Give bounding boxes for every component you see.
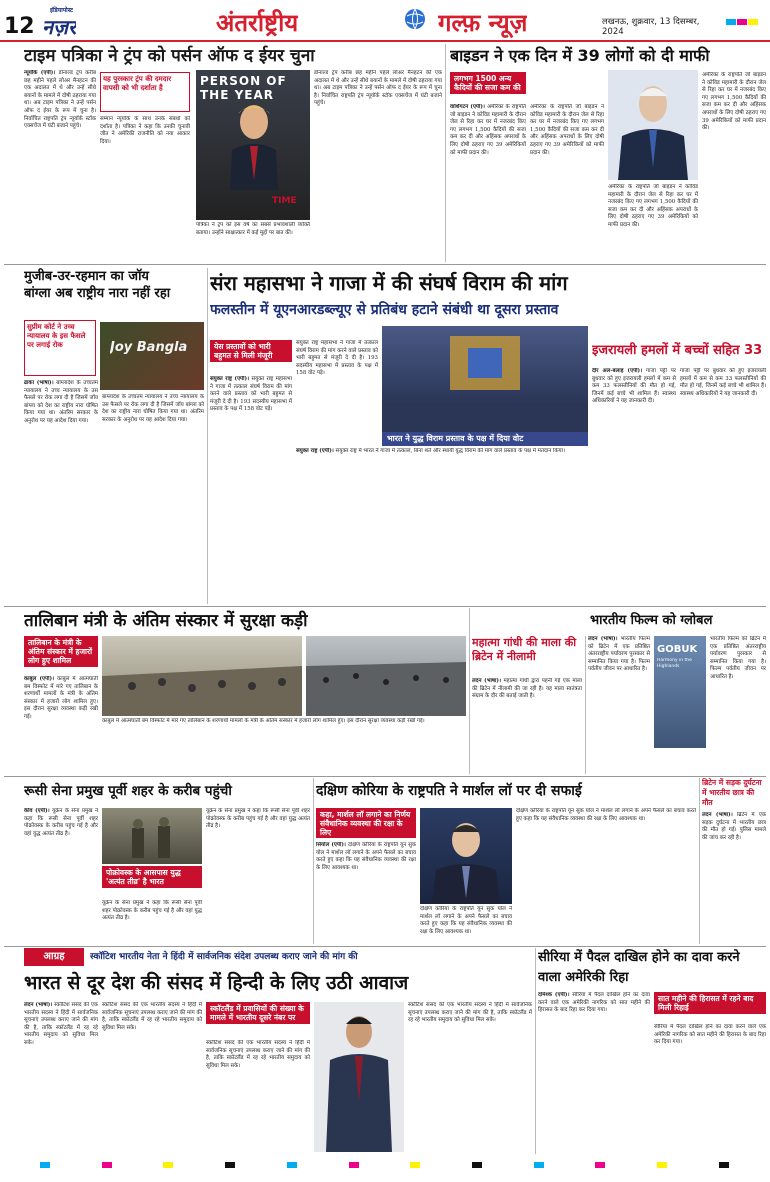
joy-bangla-photo-text: Joy Bangla: [110, 340, 188, 355]
trump-box-head-text: यह पुरस्कार ट्रंप की दमदार वापसी को भी दर्शाता है: [103, 75, 172, 92]
taliban-box-head-text: तालिबान के मंत्री के अंतिम संस्कार में हजारों लोग हुए शामिल: [24, 636, 98, 667]
korea-body-col1: [316, 842, 416, 944]
israel-body-col2: [680, 368, 766, 602]
biden-dateline: वाशिंगटन (एपी)।: [450, 104, 485, 110]
korea-dateline: सियोल (एपी)।: [316, 842, 346, 848]
print-color-bar: [40, 1162, 730, 1174]
hindi-tag-text: आग्रह: [43, 951, 65, 962]
trump-body-col4: [314, 70, 442, 260]
hindi-body-col2: [102, 1002, 202, 1154]
magazine-brand: TIME: [272, 196, 297, 206]
gandhi-body: [472, 678, 582, 772]
taliban-body-col1: [24, 676, 98, 772]
biden-photo: [608, 70, 698, 180]
brand-small-text: इंडियापोस्ट: [50, 7, 74, 14]
bangladesh-headline: [24, 268, 204, 320]
uk-accident-body: [702, 812, 766, 944]
section-title-right: गल्फ़ न्यूज़: [438, 9, 528, 37]
taliban-funeral-photo: [102, 636, 302, 716]
bangladesh-box-head: [24, 320, 96, 376]
taliban-headline-text: तालिबान मंत्री के अंतिम संस्कार में सुरक्षा कड़ी: [24, 611, 308, 631]
russia-dateline: कीव (एपी)।: [24, 808, 50, 814]
bangladesh-body-2: बांग्लादेश के उच्चतम न्यायालय ने उच्च न्यायालय के उस फैसले पर रोक लगा दी है जिसमें जॉय बांग्ला को देश का राष्ट्रीय नारा घोषित किया गया था। अंतरिम सरकार के अनुरोध पर यह आदेश दिया गया।: [102, 394, 204, 423]
biden-body-3: अमेरिका के राष्ट्रपति जो बाइडन ने कोविड महामारी के दौरान जेल से रिहा कर घर में नजरबंद किए गए लगभग 1,500 कैदियों की सजा कम कर दी और अहिंसक अपराधों के लिए दोषी ठहराए गए 39 अमेरिकियों को माफी प्रदान की।: [608, 184, 698, 228]
hindi-body-1: स्कॉटिश संसद की एक भारतीय सदस्य ने हिंदी में सार्वजनिक सूचनाएं उपलब्ध कराए जाने की मांग की है, ताकि स्कॉटलैंड में रह रहे भारतीय समुदाय को सुविधा मिल सके।: [24, 1002, 98, 1046]
bangladesh-body-col1: [24, 380, 98, 602]
film-body-2: भारतीय फिल्म को ब्रिटेन में एक प्रतिष्ठित अंतरराष्ट्रीय पर्यावरण पुरस्कार से सम्मानित किया गया है। फिल्म पर्वतीय जीवन पर आधारित है।: [710, 636, 766, 680]
gandhi-dateline: लंदन (भाषा)।: [472, 678, 501, 684]
film-dateline: लंदन (भाषा)।: [588, 636, 618, 642]
trump-body-1: डोनाल्ड ट्रंप करीब छह महीने पहले लोअर मैनहटन की एक अदालत में थे और उन्हें सीधे बयानों के मामले में दोषी ठहराया गया था। अब टाइम पत्रिका ने उन्हें पर्सन ऑफ द ईयर के रूप में चुना है। निर्वाचित राष्ट्रपति ट्रंप न्यूयॉर्क स्टॉक एक्सचेंज में घंटी बजाने पहुंचे।: [24, 70, 96, 130]
biden-body-1: अमेरिका के राष्ट्रपति जो बाइडन ने कोविड महामारी के दौरान जेल से रिहा कर घर में नजरबंद किए गए लगभग 1,500 कैदियों की सजा कम कर दी और अहिंसक अपराधों के लिए दोषी ठहराए गए 39 अमेरिकियों को माफी प्रदान की।: [450, 104, 526, 156]
taliban-headline: [24, 608, 464, 634]
biden-headline: [450, 44, 766, 68]
film-body-col2: [710, 636, 766, 772]
syria-headline-text: सीरिया में पैदल दाखिल होने का दावा करने वाला अमेरिकी रिहा: [538, 950, 740, 985]
korea-body-col3: [516, 808, 696, 944]
biden-body-col1: [450, 104, 526, 260]
trump-box-head: [100, 72, 190, 112]
korea-headline: [316, 778, 696, 804]
uk-accident-headline-text: ब्रिटेन में सड़क दुर्घटना में भारतीय छात्र की मौत: [702, 778, 762, 807]
korea-box-head-text: कहा, मार्शल लॉ लगाने का निर्णय संवैधानिक व्यवस्था की रक्षा के लिए: [316, 808, 416, 838]
hindi-kicker: [90, 948, 530, 966]
masthead: [0, 0, 770, 42]
film-poster: [654, 636, 706, 748]
brand-main-text: नज़र: [42, 15, 77, 38]
korea-body-2: दक्षिण कोरिया के राष्ट्रपति यून सुक योल ने मार्शल लॉ लगाने के अपने फैसले का बचाव करते हुए कहा कि यह संवैधानिक व्यवस्था की रक्षा के लिए आवश्यक था।: [420, 906, 512, 935]
trump-headline-text: टाइम पत्रिका ने ट्रंप को पर्सन ऑफ द ईयर चुना: [24, 46, 315, 66]
biden-headline-text: बाइडन ने एक दिन में 39 लोगों को दी माफी: [450, 46, 710, 65]
bangladesh-body-1: बांग्लादेश के उच्चतम न्यायालय ने उच्च न्यायालय के उस फैसले पर रोक लगा दी है जिसमें जॉय बांग्ला को देश का राष्ट्रीय नारा घोषित किया गया था। अंतरिम सरकार के अनुरोध पर यह आदेश दिया गया।: [24, 380, 98, 424]
biden-body-4: अमेरिका के राष्ट्रपति जो बाइडन ने कोविड महामारी के दौरान जेल से रिहा कर घर में नजरबंद किए गए लगभग 1,500 कैदियों की सजा कम कर दी और अहिंसक अपराधों के लिए दोषी ठहराए गए 39 अमेरिकियों को माफी प्रदान की।: [702, 72, 766, 132]
hindi-body-2: स्कॉटिश संसद की एक भारतीय सदस्य ने हिंदी में सार्वजनिक सूचनाएं उपलब्ध कराए जाने की मांग की है, ताकि स्कॉटलैंड में रह रहे भारतीय समुदाय को सुविधा मिल सके।: [102, 1002, 202, 1031]
film-poster-subtitle: Harmony in the Highlands: [657, 658, 692, 669]
hindi-body-col1: [24, 1002, 98, 1154]
bangladesh-headline-line2: बांग्ला अब राष्ट्रीय नारा नहीं रहा: [24, 286, 171, 301]
un-subheadline-text: फलस्तीन में यूएनआरडब्ल्यूए से प्रतिबंध हटाने संबंधी था दूसरा प्रस्ताव: [210, 302, 559, 318]
korea-body-col2: [420, 906, 512, 944]
biden-body-col3: [608, 184, 698, 260]
trump-body-3: पत्रिका ने ट्रंप को इस वर्ष का सबसे प्रभावशाली व्यक्ति बताया। उन्होंने साक्षात्कार में कई मुद्दों पर बात की।: [196, 222, 310, 236]
page-number: 12: [4, 14, 35, 39]
bangladesh-dateline: ढाका (भाषा)।: [24, 380, 54, 386]
un-body-col1: [210, 376, 292, 602]
un-photo-dateline: संयुक्त राष्ट्र (एपी)।: [296, 448, 334, 454]
syria-body-1: सीरिया में पैदल दाखिल होने का दावा करने वाले एक अमेरिकी नागरिक को सात महीने की हिरासत के बाद रिहा कर दिया गया।: [538, 992, 650, 1014]
joy-bangla-photo: [100, 322, 204, 390]
bangladesh-headline-line1: मुजीब-उर-रहमान का जॉय: [24, 269, 149, 284]
section-banner: [126, 2, 716, 40]
hindi-headline: [24, 968, 534, 998]
biden-body-2: अमेरिका के राष्ट्रपति जो बाइडन ने कोविड महामारी के दौरान जेल से रिहा कर घर में नजरबंद किए गए लगभग 1,500 कैदियों की सजा कम कर दी और अहिंसक अपराधों के लिए दोषी ठहराए गए 39 अमेरिकियों को माफी प्रदान की।: [530, 104, 604, 156]
russia-box-head-text: पोक्रोवस्क के आसपास युद्ध 'अत्यंत तीव्र' है भारत: [102, 866, 202, 888]
russia-soldiers-photo: [102, 808, 202, 864]
un-headline-text: संरा महासभा ने गाजा में की संघर्ष विराम की मांग: [210, 271, 568, 295]
taliban-body-col2: [102, 718, 466, 772]
russia-body-col1: [24, 808, 98, 944]
hindi-mp-photo: [314, 1002, 404, 1152]
biden-body-col4: [702, 72, 766, 260]
korea-body-1: दक्षिण कोरिया के राष्ट्रपति यून सुक योल ने मार्शल लॉ लगाने के अपने फैसले का बचाव करते हुए कहा कि यह संवैधानिक व्यवस्था की रक्षा के लिए आवश्यक था।: [316, 842, 416, 871]
uk-accident-dateline: लंदन (भाषा)।: [702, 812, 733, 818]
hindi-body-col3: [206, 1040, 310, 1154]
uk-accident-headline: [702, 778, 766, 808]
syria-body-col2: [654, 1024, 766, 1154]
hindi-kicker-text: स्कॉटिश भारतीय नेता ने हिंदी में सार्वजनिक संदेश उपलब्ध कराए जाने की मांग की: [90, 952, 358, 962]
time-magazine-cover: [196, 70, 310, 220]
israel-body-1: गाजा पट्टी पर बुधवार को हुए इजरायली हमलों में कम से कम 33 फलस्तीनियों की मौत हो गई, जिनमें कई बच्चे भी शामिल हैं। स्वास्थ्य अधिकारियों ने यह जानकारी दी।: [592, 368, 676, 405]
syria-body-col1: [538, 992, 650, 1154]
trump-body-col2: [100, 116, 190, 260]
film-poster-title: GOBUK: [657, 644, 698, 655]
magazine-cover-text: PERSON OF THE YEAR: [200, 74, 287, 102]
dateline: लखनऊ, शुक्रवार, 13 दिसम्बर, 2024: [602, 17, 700, 37]
un-photo-caption: भारत ने युद्ध विराम प्रस्ताव के पक्ष में दिया वोट: [382, 432, 588, 446]
section-title-left: अंतर्राष्ट्रीय: [216, 9, 299, 37]
trump-body-2: सम्मान न्यूयॉर्क के साथ उनके संबंधों को दर्शाता है। पत्रिका ने कहा कि उनकी चुनावी जीत ने अमेरिकी राजनीति को नया आकार दिया।: [100, 116, 190, 145]
taliban-dateline: काबुल (एपी)।: [24, 676, 55, 682]
hindi-box-head: [206, 1002, 310, 1036]
un-subheadline: [210, 300, 766, 322]
film-body-1: भारतीय फिल्म को ब्रिटेन में एक प्रतिष्ठित अंतरराष्ट्रीय पर्यावरण पुरस्कार से सम्मानित किया गया है। फिल्म पर्वतीय जीवन पर आधारित है।: [588, 636, 650, 673]
taliban-box-head: [24, 636, 98, 672]
biden-box-head-text: लगभग 1500 अन्य कैदियों की सजा कम की: [450, 72, 526, 94]
hindi-box-head-text: स्कॉटलैंड में प्रवासियों की संख्या के मामले में भारतीय दूसरे नंबर पर: [206, 1002, 310, 1024]
russia-body-1: यूक्रेन के सेना प्रमुख ने कहा कि रूसी सेना पूर्वी शहर पोक्रोवस्क के करीब पहुंच गई है और वहां युद्ध अत्यंत तीव्र है।: [24, 808, 98, 837]
gandhi-headline-text: महात्मा गांधी की माला की ब्रिटेन में नीलामी: [472, 636, 577, 663]
un-body-2: संयुक्त राष्ट्र महासभा ने गाजा में तत्काल संघर्ष विराम की मांग करने वाले प्रस्ताव को भारी बहुमत से मंजूरी दे दी है। 193 सदस्यीय महासभा में प्रस्ताव के पक्ष में 158 वोट पड़े।: [296, 340, 378, 377]
trump-portrait: [226, 100, 282, 190]
russia-headline: [24, 778, 310, 804]
hindi-body-4: स्कॉटिश संसद की एक भारतीय सदस्य ने हिंदी में सार्वजनिक सूचनाएं उपलब्ध कराए जाने की मांग की है, ताकि स्कॉटलैंड में रह रहे भारतीय समुदाय को सुविधा मिल सके।: [408, 1002, 532, 1024]
russia-body-3: यूक्रेन के सेना प्रमुख ने कहा कि रूसी सेना पूर्वी शहर पोक्रोवस्क के करीब पहुंच गई है और वहां युद्ध अत्यंत तीव्र है।: [206, 808, 310, 830]
brand-logo: [36, 6, 120, 38]
un-photo-body: [296, 448, 588, 602]
trump-dateline: न्यूयॉर्क (एपी)।: [24, 70, 56, 76]
gandhi-headline: [472, 636, 582, 676]
hindi-headline-text: भारत से दूर देश की संसद में हिन्दी के लिए उठी आवाज: [24, 972, 409, 994]
hindi-body-col4: [408, 1002, 532, 1154]
film-headline-text: भारतीय फिल्म को ग्लोबल: [590, 613, 713, 628]
globe-icon: [404, 4, 426, 34]
russia-box-head: [102, 866, 202, 896]
russia-body-col3: [206, 808, 310, 944]
un-headline: [210, 268, 766, 300]
russia-body-col2: [102, 900, 202, 944]
syria-box-head: [654, 992, 766, 1020]
color-registration-marks: [726, 10, 766, 32]
korea-body-3: दक्षिण कोरिया के राष्ट्रपति यून सुक योल ने मार्शल लॉ लगाने के अपने फैसले का बचाव करते हुए कहा कि यह संवैधानिक व्यवस्था की रक्षा के लिए आवश्यक था।: [516, 808, 696, 822]
un-photo-body-text: संयुक्त राष्ट्र में भारत ने गाजा में तत्काल, बिना शर्त और स्थायी युद्ध विराम की मांग वाले प्रस्ताव के पक्ष में मतदान किया।: [335, 448, 566, 454]
israel-dateline: दीर अल-बलाह (एपी)।: [592, 368, 643, 374]
un-assembly-photo: [382, 326, 588, 432]
israel-headline: [592, 340, 766, 364]
korea-president-photo: [420, 808, 512, 904]
uk-accident-body-text: ब्रिटेन में एक सड़क दुर्घटना में भारतीय छात्र की मौत हो गई। पुलिस मामले की जांच कर रही है।: [702, 812, 766, 841]
un-dateline: संयुक्त राष्ट्र (एपी)।: [210, 376, 250, 382]
bangladesh-body-col2: [102, 394, 204, 602]
un-box-head: [210, 340, 292, 372]
trump-body-col3: [196, 222, 310, 262]
bangladesh-box-head-text: सुप्रीम कोर्ट ने उच्च न्यायालय के इस फैसले पर लगाई रोक: [27, 323, 86, 349]
trump-headline: [24, 44, 440, 68]
biden-body-col2: [530, 104, 604, 260]
syria-headline: [538, 948, 766, 988]
film-headline: [472, 608, 766, 634]
gandhi-body-text: महात्मा गांधी द्वारा पहनी गई एक माला की ब्रिटेन में नीलामी की जा रही है। यह माला स्वतंत्रता संग्राम के दौर की बताई जाती है।: [472, 678, 582, 700]
syria-dateline: दमिश्क (एपी)।: [538, 992, 570, 998]
taliban-crowd-photo: [306, 636, 466, 716]
syria-body-2: सीरिया में पैदल दाखिल होने का दावा करने वाले एक अमेरिकी नागरिक को सात महीने की हिरासत के बाद रिहा कर दिया गया।: [654, 1024, 766, 1046]
film-body-col1: [588, 636, 650, 772]
hindi-tag: [24, 948, 84, 966]
trump-body-4: डोनाल्ड ट्रंप करीब छह महीने पहले लोअर मैनहटन की एक अदालत में थे और उन्हें सीधे बयानों के मामले में दोषी ठहराया गया था। अब टाइम पत्रिका ने उन्हें पर्सन ऑफ द ईयर के रूप में चुना है। निर्वाचित राष्ट्रपति ट्रंप न्यूयॉर्क स्टॉक एक्सचेंज में घंटी बजाने पहुंचे।: [314, 70, 442, 107]
syria-box-head-text: सात महीने की हिरासत में रहने बाद मिली रिहाई: [654, 992, 766, 1014]
un-body-1: संयुक्त राष्ट्र महासभा ने गाजा में तत्काल संघर्ष विराम की मांग करने वाले प्रस्ताव को भारी बहुमत से मंजूरी दे दी है। 193 सदस्यीय महासभा में प्रस्ताव के पक्ष में 158 वोट पड़े।: [210, 376, 292, 413]
russia-body-2: यूक्रेन के सेना प्रमुख ने कहा कि रूसी सेना पूर्वी शहर पोक्रोवस्क के करीब पहुंच गई है और वहां युद्ध अत्यंत तीव्र है।: [102, 900, 202, 922]
israel-body-col1: [592, 368, 676, 602]
hindi-dateline: लंदन (भाषा)।: [24, 1002, 53, 1008]
israel-headline-text: इजरायली हमलों में बच्चों सहित 33: [592, 343, 763, 358]
russia-headline-text: रूसी सेना प्रमुख पूर्वी शहर के करीब पहुंची: [24, 783, 232, 799]
biden-box-head: [450, 72, 526, 100]
trump-body-col1: [24, 70, 96, 260]
un-box-head-text: येस प्रस्तावों को भारी बहुमत से मिली मंजूरी: [210, 340, 292, 362]
hindi-body-3: स्कॉटिश संसद की एक भारतीय सदस्य ने हिंदी में सार्वजनिक सूचनाएं उपलब्ध कराए जाने की मांग की है, ताकि स्कॉटलैंड में रह रहे भारतीय समुदाय को सुविधा मिल सके।: [206, 1040, 310, 1069]
taliban-body-1: काबुल में आत्मघाती बम विस्फोट में मारे गए तालिबान के शरणार्थी मामलों के मंत्री के अंतिम संस्कार में हजारों लोग शामिल हुए। इस दौरान सुरक्षा व्यवस्था कड़ी रखी गई।: [24, 676, 98, 720]
taliban-body-2: काबुल में आत्मघाती बम विस्फोट में मारे गए तालिबान के शरणार्थी मामलों के मंत्री के अंतिम संस्कार में हजारों लोग शामिल हुए। इस दौरान सुरक्षा व्यवस्था कड़ी रखी गई।: [102, 718, 425, 724]
korea-headline-text: दक्षिण कोरिया के राष्ट्रपति ने मार्शल लॉ पर दी सफाई: [316, 783, 582, 799]
israel-body-2: गाजा पट्टी पर बुधवार को हुए इजरायली हमलों में कम से कम 33 फलस्तीनियों की मौत हो गई, जिनमें कई बच्चे भी शामिल हैं। स्वास्थ्य अधिकारियों ने यह जानकारी दी।: [680, 368, 766, 397]
korea-box-head: [316, 808, 416, 838]
